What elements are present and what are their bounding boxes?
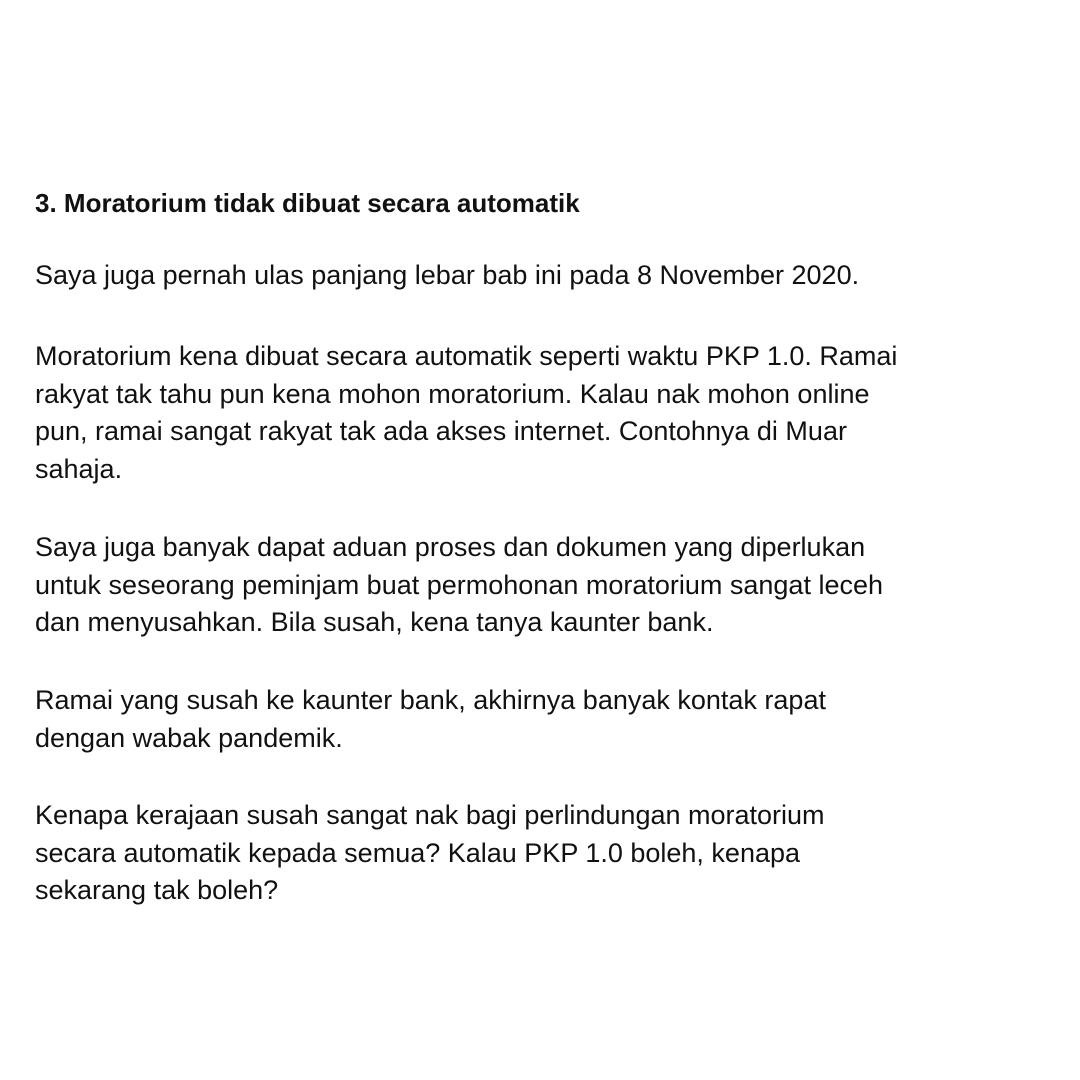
text-line: secara automatik kepada semua? Kalau PKP 1.0 boleh, kenapa [35,837,801,868]
text-line: sahaja. [35,454,123,485]
text-line: Moratorium kena dibuat secara automatik seperti waktu PKP 1.0. Ramai [35,341,898,371]
text-line: pun, ramai sangat rakyat tak ada akses internet. Contohnya di Muar [35,416,847,447]
heading-text: 3. Moratorium tidak dibuat secara automatik [35,188,580,218]
text-line: rakyat tak tahu pun kena mohon moratorium. Kalau nak mohon online [35,378,870,409]
text-line: Kenapa kerajaan susah sangat nak bagi perlindungan moratorium [35,800,825,830]
section-heading [35,186,1070,220]
paragraph-1 [35,257,1070,295]
text-line: Ramai yang susah ke kaunter bank, akhirnya banyak kontak rapat [35,685,826,715]
text-line: sekarang tak boleh? [35,875,279,906]
paragraph-5 [35,797,1070,910]
paragraph-2 [35,338,1070,489]
paragraph-4 [35,682,1070,757]
text-line: dengan wabak pandemik. [35,722,343,753]
text-line: Saya juga pernah ulas panjang lebar bab ini pada 8 November 2020. [35,260,860,290]
paragraph-3 [35,529,1070,642]
text-line: dan menyusahkan. Bila susah, kena tanya kaunter bank. [35,607,714,638]
text-line: untuk seseorang peminjam buat permohonan moratorium sangat leceh [35,569,883,600]
text-line: Saya juga banyak dapat aduan proses dan dokumen yang diperlukan [35,532,866,562]
